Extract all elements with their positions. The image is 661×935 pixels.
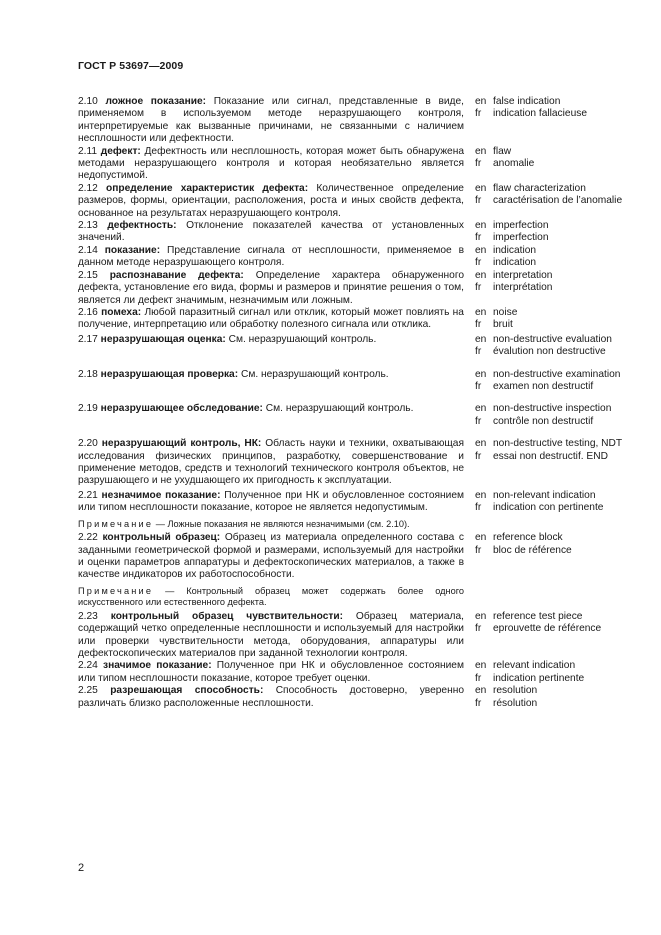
translation-row	[475, 673, 625, 685]
term-number: 2.16	[78, 306, 98, 318]
translated-term: flaw characterization	[493, 182, 586, 194]
term-entry	[78, 660, 625, 685]
term-name: неразрушающее обследование:	[100, 403, 263, 415]
translated-term: flaw	[493, 145, 512, 157]
translated-term: contrôle non destructif	[493, 415, 594, 427]
term-number: 2.21	[78, 489, 98, 501]
term-definition	[78, 183, 464, 220]
term-entry	[78, 96, 625, 146]
translated-term: false indication	[493, 96, 561, 107]
term-name: неразрушающая проверка:	[100, 368, 239, 380]
term-definition	[78, 685, 464, 710]
language-code: fr	[475, 108, 482, 120]
term-definition	[78, 611, 464, 661]
term-text: Любой паразитный сигнал или отклик, который может повлиять на получение, интерпретацию или обработку полезного сигнала или отклика.	[78, 306, 464, 331]
translation-row	[475, 369, 625, 381]
term-text: См. неразрушающий контроль.	[265, 403, 414, 415]
language-code: en	[475, 96, 487, 107]
term-note	[78, 586, 464, 609]
term-name: дефект:	[100, 145, 141, 157]
term-definition	[78, 438, 464, 488]
translations	[475, 403, 625, 428]
translated-term: résolution	[493, 697, 538, 709]
term-text: См. неразрушающий контроль.	[228, 333, 377, 345]
language-code: en	[475, 220, 487, 232]
term-text: Количественное определение размеров, формы, ориентации, расположения, роста и иных свойств дефекта, основанное на результатах неразрушающего контроля.	[78, 182, 464, 219]
language-code: en	[475, 489, 487, 501]
term-name: дефектность:	[107, 220, 177, 232]
translations	[475, 369, 625, 394]
translations	[475, 611, 625, 661]
translated-term: bruit	[493, 319, 513, 331]
language-code: en	[475, 610, 487, 622]
translated-term: reference test piece	[493, 610, 583, 622]
term-text: Определение характера обнаруженного дефекта, установление его вида, формы и размеров и принятие решения о том, является ли дефект значимым, незначимым или ложным.	[78, 269, 464, 306]
language-code: fr	[475, 544, 482, 556]
translation-row	[475, 334, 625, 346]
translations	[475, 532, 625, 582]
translation-row	[475, 220, 625, 232]
term-definition	[78, 307, 464, 332]
translated-term: non-destructive testing, NDT	[493, 438, 623, 450]
term-definition	[78, 270, 464, 307]
translation-row	[475, 623, 625, 635]
translation-row	[475, 245, 625, 257]
note-dash: —	[155, 518, 165, 529]
translation-row	[475, 502, 625, 514]
term-number: 2.25	[78, 685, 98, 697]
translation-row	[475, 319, 625, 331]
translated-term: eprouvette de référence	[493, 623, 602, 635]
translation-row	[475, 96, 625, 108]
entries-container	[78, 96, 625, 710]
language-code: en	[475, 685, 487, 697]
term-text: Отклонение показателей качества от установленных значений.	[78, 220, 464, 244]
language-code: en	[475, 269, 487, 281]
term-number: 2.14	[78, 244, 98, 256]
translations	[475, 96, 625, 146]
language-code: fr	[475, 257, 482, 269]
translation-row	[475, 108, 625, 120]
translation-row	[475, 416, 625, 428]
term-note	[78, 519, 464, 531]
translations	[475, 270, 625, 307]
translated-term: indication	[493, 257, 537, 269]
translation-row	[475, 307, 625, 319]
language-code: fr	[475, 282, 482, 294]
translations	[475, 183, 625, 220]
translated-term: non-destructive examination	[493, 368, 621, 380]
translation-row	[475, 158, 625, 170]
translated-term: reference block	[493, 532, 563, 544]
translation-row	[475, 532, 625, 544]
language-code: fr	[475, 319, 482, 331]
translated-term: évalution non destructive	[493, 346, 606, 358]
term-entry	[78, 611, 625, 661]
translation-row	[475, 660, 625, 672]
term-entry	[78, 369, 625, 394]
translations	[475, 660, 625, 685]
terms-list	[78, 96, 625, 710]
translations	[475, 245, 625, 270]
term-name: контрольный образец чувствительности:	[110, 610, 344, 622]
term-definition	[78, 403, 464, 428]
language-code: fr	[475, 415, 482, 427]
translation-row	[475, 146, 625, 158]
term-definition	[78, 220, 464, 245]
translations	[475, 334, 625, 359]
term-text: Полученное при НК и обусловленное состоянием или типом несплошности показание, которое не является недопустимым.	[78, 489, 464, 514]
term-text: См. неразрушающий контроль.	[240, 368, 389, 380]
term-definition	[78, 490, 464, 515]
translation-row	[475, 438, 625, 450]
term-name: неразрушающий контроль, НК:	[101, 438, 262, 450]
term-name: неразрушающая оценка:	[100, 333, 226, 345]
language-code: en	[475, 532, 487, 544]
translated-term: indication con pertinente	[493, 502, 604, 514]
translated-term: non-relevant indication	[493, 489, 596, 501]
term-text: Способность достоверно, уверенно различать близко расположенные несплошности.	[78, 685, 464, 709]
translated-term: noise	[493, 306, 518, 318]
translations	[475, 438, 625, 488]
term-definition	[78, 369, 464, 394]
term-entry	[78, 403, 625, 428]
term-name: определение характеристик дефекта:	[106, 182, 309, 194]
translation-row	[475, 545, 625, 557]
term-definition	[78, 245, 464, 270]
language-code: en	[475, 368, 487, 380]
term-name: ложное показание:	[105, 96, 207, 107]
translated-term: interprétation	[493, 282, 553, 294]
term-definition	[78, 334, 464, 359]
translation-row	[475, 346, 625, 358]
language-code: fr	[475, 450, 482, 462]
translated-term: imperfection	[493, 220, 549, 232]
translation-row	[475, 195, 625, 207]
translated-term: interpretation	[493, 269, 553, 281]
translation-row	[475, 257, 625, 269]
term-number: 2.24	[78, 660, 98, 672]
language-code: fr	[475, 697, 482, 709]
translated-term: bloc de référence	[493, 544, 572, 556]
term-definition	[78, 146, 464, 183]
translation-row	[475, 685, 625, 697]
language-code: fr	[475, 158, 482, 170]
term-definition	[78, 96, 464, 146]
document-header: ГОСТ Р 53697—2009	[78, 60, 184, 72]
translation-row	[475, 232, 625, 244]
note-label: Примечание	[78, 585, 154, 596]
language-code: en	[475, 182, 487, 194]
term-number: 2.15	[78, 269, 98, 281]
translated-term: anomalie	[493, 158, 535, 170]
term-entry	[78, 438, 625, 488]
language-code: en	[475, 244, 487, 256]
translations	[475, 490, 625, 515]
term-name: показание:	[104, 244, 161, 256]
language-code: fr	[475, 623, 482, 635]
translated-term: indication pertinente	[493, 672, 585, 684]
term-entry	[78, 490, 625, 515]
term-text: Образец из материала определенного состава с заданными геометрической формой и размерами, используемый для настройки и оценки параметров аппаратуры и дефектоскопических материалов, а также в качестве индикаторов их работоспособности.	[78, 532, 464, 581]
translation-row	[475, 270, 625, 282]
translations	[475, 146, 625, 183]
term-text: Область науки и техники, охватывающая исследования физических принципов, разработку, совершенствование и применение методов, средств и технологий технического контроля объектов, не разрушающего и не ухудшающего их пригодность к эксплуатации.	[78, 438, 464, 487]
term-number: 2.13	[78, 220, 98, 232]
translation-row	[475, 183, 625, 195]
term-name: значимое показание:	[103, 660, 212, 672]
note-label: Примечание	[78, 518, 154, 529]
translated-term: relevant indication	[493, 660, 576, 672]
term-name: разрешающая способность:	[110, 685, 264, 697]
translated-term: non-destructive evaluation	[493, 333, 612, 345]
language-code: fr	[475, 346, 482, 358]
note-text: Контрольный образец может содержать более одного искусственного или естественного дефекта.	[78, 585, 464, 608]
term-entry	[78, 685, 625, 710]
term-number: 2.19	[78, 403, 98, 415]
language-code: en	[475, 438, 487, 450]
note-dash: —	[165, 585, 175, 596]
translated-term: imperfection	[493, 232, 549, 244]
page-number: 2	[78, 862, 85, 874]
term-number: 2.22	[78, 532, 98, 544]
term-name: помеха:	[101, 306, 142, 318]
term-name: контрольный образец:	[102, 532, 221, 544]
translated-term: essai non destructif. END	[493, 450, 608, 462]
language-code: en	[475, 306, 487, 318]
term-entry	[78, 245, 625, 270]
translation-row	[475, 611, 625, 623]
translation-row	[475, 698, 625, 710]
language-code: fr	[475, 502, 482, 514]
translations	[475, 307, 625, 332]
term-text: Образец материала, содержащий четко определенные несплошности и используемый для настройки или проверки чувствительности метода, оборудования, аппаратуры или дефектоскопических материалов при заданной технологии контроля.	[78, 610, 464, 659]
term-entry	[78, 334, 625, 359]
term-number: 2.18	[78, 368, 98, 380]
translated-term: indication	[493, 244, 537, 256]
term-entry	[78, 307, 625, 332]
translated-term: indication fallacieuse	[493, 108, 588, 120]
translated-term: resolution	[493, 685, 538, 697]
language-code: en	[475, 660, 487, 672]
term-number: 2.12	[78, 182, 98, 194]
language-code: en	[475, 403, 487, 415]
translated-term: non-destructive inspection	[493, 403, 612, 415]
language-code: fr	[475, 672, 482, 684]
term-text: Представление сигнала от несплошности, применяемое в данном методе неразрушающего контроля.	[78, 244, 464, 269]
language-code: en	[475, 145, 487, 157]
term-entry	[78, 146, 625, 183]
term-text: Показание или сигнал, представленные в виде, применяемом в используемом методе неразрушающего контроля, интерпретируемые как вызванные причинами, не связанными с наличием несплошности или дефектности.	[78, 96, 464, 145]
term-entry	[78, 532, 625, 582]
term-number: 2.11	[78, 145, 98, 157]
term-text: Дефектность или несплошность, которая может быть обнаружена методами неразрушающего контроля и которая необязательно является недопустимой.	[78, 145, 464, 182]
translation-row	[475, 282, 625, 294]
term-name: распознавание дефекта:	[109, 269, 244, 281]
translations	[475, 220, 625, 245]
translated-term: caractérisation de l’anomalie	[493, 195, 623, 207]
term-entry	[78, 270, 625, 307]
term-definition	[78, 660, 464, 685]
term-name: незначимое показание:	[101, 489, 221, 501]
translation-row	[475, 403, 625, 415]
note-text: Ложные показания не являются незначимыми (см. 2.10).	[167, 518, 410, 529]
translation-row	[475, 490, 625, 502]
term-number: 2.17	[78, 333, 98, 345]
term-number: 2.10	[78, 96, 98, 107]
term-number: 2.20	[78, 438, 98, 450]
translation-row	[475, 451, 625, 463]
term-number: 2.23	[78, 610, 98, 622]
language-code: fr	[475, 380, 482, 392]
term-entry	[78, 220, 625, 245]
term-entry	[78, 183, 625, 220]
language-code: fr	[475, 195, 482, 207]
translations	[475, 685, 625, 710]
language-code: en	[475, 333, 487, 345]
term-text: Полученное при НК и обусловленное состоянием или типом несплошности показание, которое требует оценки.	[78, 660, 464, 684]
translated-term: examen non destructif	[493, 380, 594, 392]
term-definition	[78, 532, 464, 582]
language-code: fr	[475, 232, 482, 244]
translation-row	[475, 381, 625, 393]
